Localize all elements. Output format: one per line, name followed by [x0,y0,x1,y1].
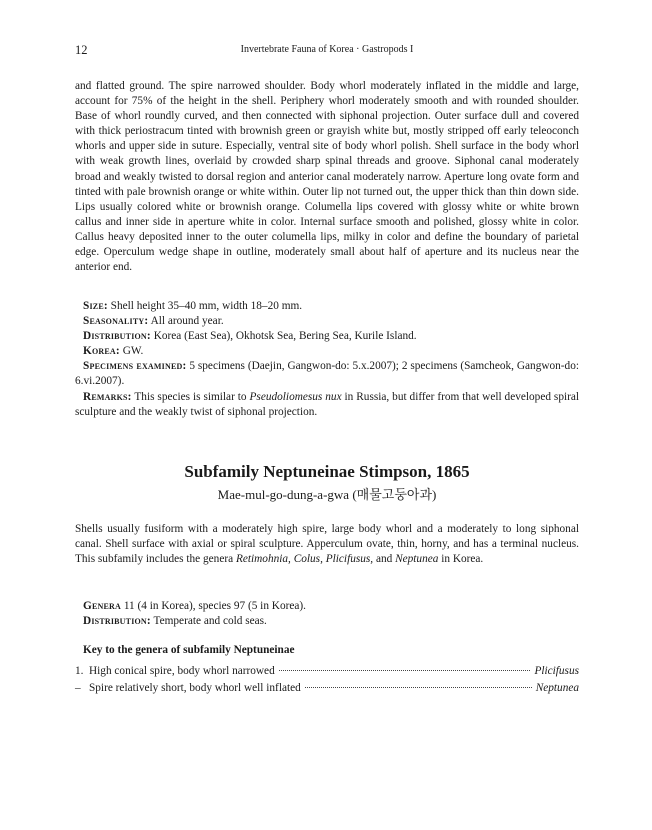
size-label: Size: [83,300,108,312]
key-text: Spire relatively short, body whorl well inflated [89,682,301,694]
seasonality-label: Seasonality: [83,315,149,328]
key-row [75,680,579,697]
dot-leader [279,670,531,671]
subfamily-desc-before: Shells usually fusiform with a moderately high spire, large body whorl and a moderately to long siphonal canal. Shell surface with axial or spiral sculpture. Apperculum ovate, thin, horny, and has a terminal nucleus. This subfamily includes the genera [75,523,579,566]
key-marker: – [75,682,81,694]
key-marker: 1. [75,665,84,677]
subfamily-korean-name: Mae-mul-go-dung-a-gwa (매물고둥아과) [217,487,437,502]
subfamily-desc-after: in Korea. [441,553,484,566]
korea-label: Korea: [83,345,120,358]
key-genus: Neptunea [535,682,579,694]
key-genus: Plicifusus [534,665,579,677]
size-value: Shell height 35–40 mm, width 18–20 mm. [110,300,303,312]
dot-leader [305,687,532,688]
remarks-text-after: in Russia, but differ from that well developed spiral sculpture and the weakly twist of siphonal projection. [75,390,580,418]
key-row [75,663,579,680]
genus-name: Plicifusus, [325,553,374,566]
subfamily-info [75,599,579,629]
genera-row [75,599,579,614]
key-title: Key to the genera of subfamily Neptuneinae [83,644,295,656]
running-title: Invertebrate Fauna of Korea · Gastropods I [240,44,414,55]
remarks-species-name: Pseudoliomesus nux [249,390,342,403]
subfamily-title: Subfamily Neptuneinae Stimpson, 1865 [184,462,470,481]
specimens-row [75,359,579,389]
specimens-value: 5 specimens (Daejin, Gangwon-do: 5.x.2007); 2 specimens (Samcheok, Gangwon-do: 6.vi.2007). [75,360,579,388]
distribution-label: Distribution: [83,330,151,343]
size-row [75,299,579,314]
remarks-text-before: This species is similar to [134,390,247,403]
specimens-label: Specimens examined: [83,360,187,373]
genus-name: Retimohnia, [235,553,291,566]
subfamily-desc-and: and [375,553,393,566]
subfamily-description [75,522,579,567]
genus-name: Neptunea [395,553,439,566]
genera-label: Genera [83,600,121,612]
subfamily-distribution-label: Distribution: [83,615,151,628]
subfamily-distribution-row [75,614,579,629]
species-info [75,299,579,420]
page-number: 12 [75,43,88,57]
seasonality-row [75,314,579,329]
subfamily-distribution-value: Temperate and cold seas. [153,615,267,628]
genera-key [75,663,579,697]
distribution-value: Korea (East Sea), Okhotsk Sea, Bering Sea, Kurile Island. [153,330,417,343]
korea-row [75,344,579,359]
genus-name: Colus, [293,553,323,566]
distribution-row [75,329,579,344]
remarks-label: Remarks: [83,390,132,403]
seasonality-value: All around year. [150,315,224,328]
species-description: and flatted ground. The spire narrowed shoulder. Body whorl moderately inflated in the middle and large, account for 75% of the height in the shell. Periphery whorl moderately smooth and with rounded shoulder. Base of whorl roundly curved, and then connected with siphonal projection. Outer surface dull and covered with thick periostracum tinted with brownish green or grayish white but, mostly stripped off early teleoconch whorls and upper side in suture. Especially, ventral site of body whorl polish. Shell surface in the body whorl with weak growth lines, overlaid by crowded sharp spinal threads and groove. Siphonal canal moderately broad and weakly twisted to dorsal region and anterior canal moderately narrow. Aperture long ovate form and tinted with pale brownish orange or white within. Outer lip not turned out, the upper thick than thin down side. Lips usually colored white or brownish orange. Columella lips covered with glossy white or white brown callus and inner side in aperture white in color. Internal surface smooth and polished, glossy white in color. Callus heavy deposited inner to the outer columella lips, milky in color and define the boundary of parietal edge. Operculum wedge shape in outline, moderately small about half of aperture and its nucleus near the anterior end. [75,80,579,274]
korea-value: GW. [122,345,144,358]
remarks-row [75,390,579,420]
page-header [75,43,579,59]
key-text: High conical spire, body whorl narrowed [89,665,275,677]
genera-value: 11 (4 in Korea), species 97 (5 in Korea). [123,600,306,612]
